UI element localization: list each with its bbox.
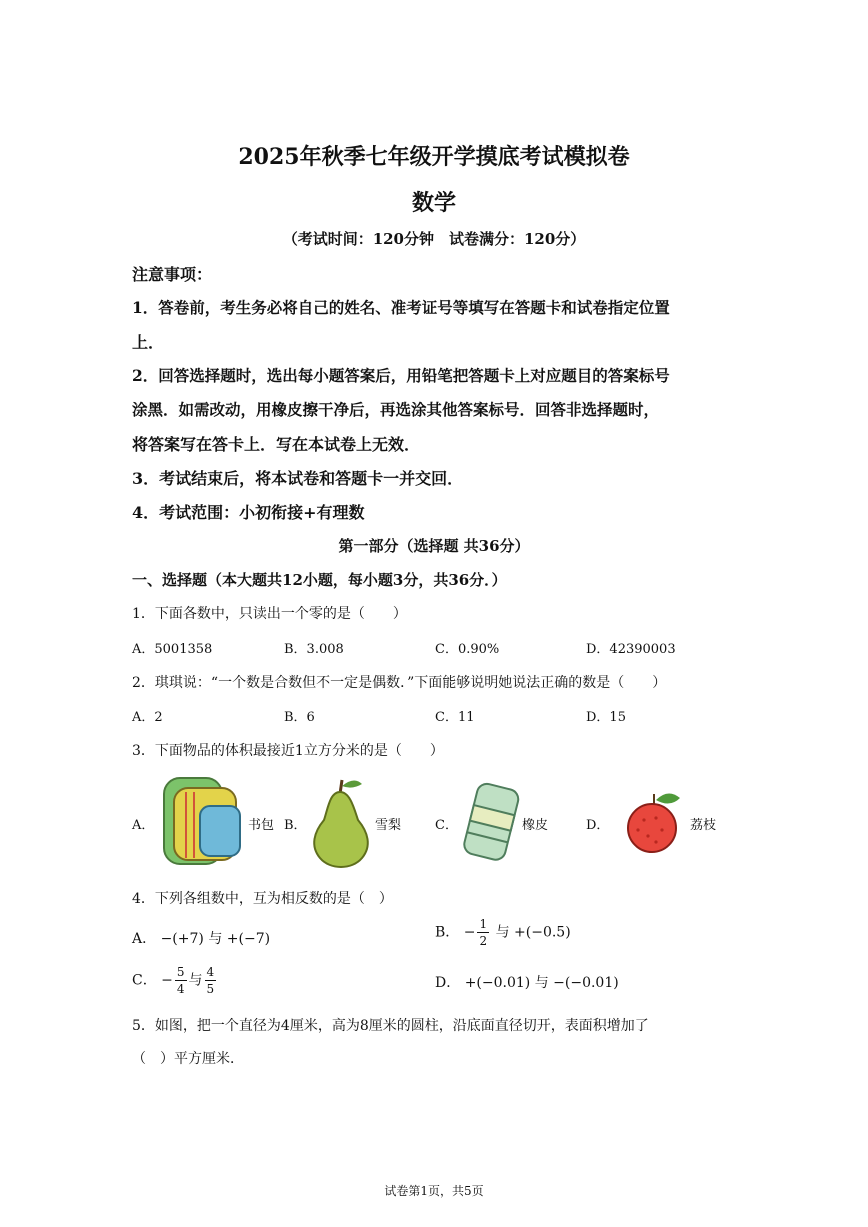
part-one-title: 第一部分（选择题 共36分）	[338, 537, 530, 555]
question-5-stem-line-1: 5．如图，把一个直径为4厘米，高为8厘米的圆柱，沿底面直径切开，表面积增加了	[132, 1018, 649, 1034]
question-1-option-a: A．5001358	[132, 642, 213, 657]
question-3-label-a: 书包	[248, 818, 275, 833]
fraction-numerator: 1	[479, 917, 488, 931]
expression-left: +(−0.01)	[464, 975, 531, 991]
expression-right: +(−7)	[226, 931, 271, 947]
question-3-label-d: 荔枝	[690, 818, 717, 833]
question-4-option-c	[132, 966, 218, 995]
lychee-image	[622, 790, 688, 854]
question-3-option-d: D．	[586, 818, 610, 833]
notice-heading: 注意事项：	[132, 265, 213, 284]
question-3-label-c: 橡皮	[522, 818, 549, 833]
fraction-right	[205, 966, 217, 995]
expression-right: +(−0.5)	[514, 924, 571, 941]
option-letter: A．	[132, 931, 157, 947]
question-4-option-a	[132, 928, 270, 948]
fraction	[477, 918, 489, 947]
question-1-option-b: B．3.008	[284, 642, 344, 657]
notice-item-2-line-1: 2．回答选择题时，选出每小题答案后，用铅笔把答题卡上对应题目的答案标号	[132, 366, 670, 385]
fraction-numerator: 5	[176, 965, 185, 979]
question-1-option-d: D．42390003	[586, 642, 676, 657]
subject-title: 数学	[411, 190, 456, 216]
question-1-option-c: C．0.90%	[435, 642, 500, 657]
question-5-stem-line-2: （ ）平方厘米．	[132, 1051, 244, 1067]
connector: 与	[208, 931, 223, 947]
question-2-stem: 2．琪琪说：“一个数是合数但不一定是偶数．”下面能够说明她说法正确的数是（ ）	[132, 675, 667, 691]
eraser-image	[460, 780, 524, 866]
question-3-option-c: C．	[435, 818, 458, 833]
fraction-denominator: 5	[206, 982, 215, 996]
minus-sign: −	[463, 924, 476, 941]
minus-sign: −	[161, 972, 173, 989]
question-3-label-b: 雪梨	[375, 818, 402, 833]
fraction-left	[175, 966, 187, 995]
question-4-option-d	[435, 972, 619, 992]
notice-item-2-line-3: 将答案写在答卡上．写在本试卷上无效．	[132, 435, 421, 454]
question-4-stem: 4．下列各组数中，互为相反数的是（ ）	[132, 891, 393, 907]
option-letter: C．	[132, 972, 157, 989]
connector: 与	[534, 975, 549, 991]
connector: 与	[495, 924, 510, 941]
notice-item-3: 3．考试结束后，将本试卷和答题卡一并交回．	[132, 469, 464, 488]
question-4-option-b	[435, 918, 571, 947]
expression-right: −(−0.01)	[553, 975, 619, 991]
section-title: 一、选择题（本大题共12小题，每小题3分，共36分．）	[132, 571, 507, 589]
pear-image	[306, 776, 376, 870]
fraction-denominator: 4	[176, 982, 185, 996]
notice-item-2-line-2: 涂黑．如需改动，用橡皮擦干净后，再选涂其他答案标号．回答非选择题时，	[132, 400, 660, 419]
notice-item-1-line-1: 1．答卷前，考生务必将自己的姓名、准考证号等填写在答题卡和试卷指定位置	[132, 298, 670, 317]
fraction-denominator: 2	[479, 934, 488, 948]
backpack-image	[158, 772, 246, 870]
option-letter: B．	[435, 924, 460, 941]
question-1-stem: 1．下面各数中，只读出一个零的是（ ）	[132, 606, 407, 622]
page-footer: 试卷第1页，共5页	[384, 1184, 484, 1198]
notice-item-4: 4．考试范围：小初衔接+有理数	[132, 503, 365, 522]
notice-item-1-line-2: 上．	[132, 333, 165, 352]
question-2-option-d: D．15	[586, 710, 626, 725]
exam-info: （考试时间：120分钟 试卷满分：120分）	[282, 230, 586, 248]
expression-left: −(+7)	[160, 931, 204, 947]
question-2-option-c: C．11	[435, 710, 475, 725]
option-letter: D．	[435, 975, 461, 991]
exam-title: 2025年秋季七年级开学摸底考试模拟卷	[238, 144, 630, 170]
question-2-option-b: B．6	[284, 710, 315, 725]
question-2-option-a: A．2	[132, 710, 163, 725]
fraction-numerator: 4	[206, 965, 215, 979]
question-3-option-b: B．	[284, 818, 307, 833]
question-3-option-a: A．	[132, 818, 155, 833]
connector: 与	[188, 972, 203, 989]
question-3-stem: 3．下面物品的体积最接近1立方分米的是（ ）	[132, 743, 444, 759]
